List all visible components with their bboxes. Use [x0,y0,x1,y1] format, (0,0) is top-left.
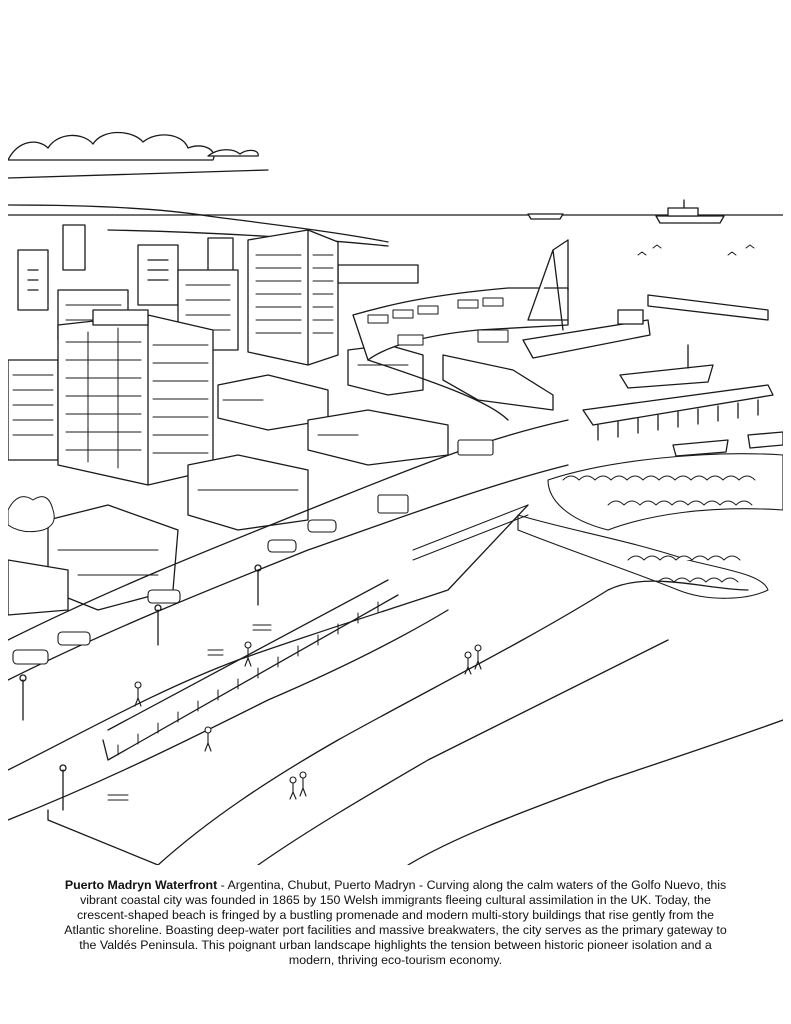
pier [583,385,773,440]
breakwater-rocks [518,454,783,599]
clouds [8,133,268,179]
breakwater-far [648,295,768,320]
benches [108,625,271,800]
ship-icon [528,200,724,223]
tall-tower [248,230,338,365]
people [135,642,481,799]
birds [638,245,754,255]
person-icon [300,772,306,796]
person-icon [135,682,141,706]
person-icon [290,777,296,799]
caption [60,878,731,968]
main-apartment-block [58,310,213,485]
person-icon [475,645,481,669]
caption-body: - Argentina, Chubut, Puerto Madryn - Curving along the calm waters of the Golfo Nuevo, this vibrant coastal city was founded in 1865 by 150 Welsh immigrants fleeing cultural assimilation in the UK. Today, the crescent-shaped beach is fringed by a bustling promenade and modern multi-story buildings that rise gently from the Atlantic shoreline. Boasting deep-water port facilities and massive breakwaters, the city serves as the primary gateway to the Valdés Peninsula. This poignant urban landscape highlights the tension between historic pioneer isolation and a modern, thriving eco-tourism economy. [64,878,727,967]
person-icon [465,652,471,674]
waterfront-illustration [8,120,783,865]
person-icon [205,727,211,751]
trees [8,497,54,532]
caption-title: Puerto Madryn Waterfront [64,878,218,892]
sea [8,200,783,255]
